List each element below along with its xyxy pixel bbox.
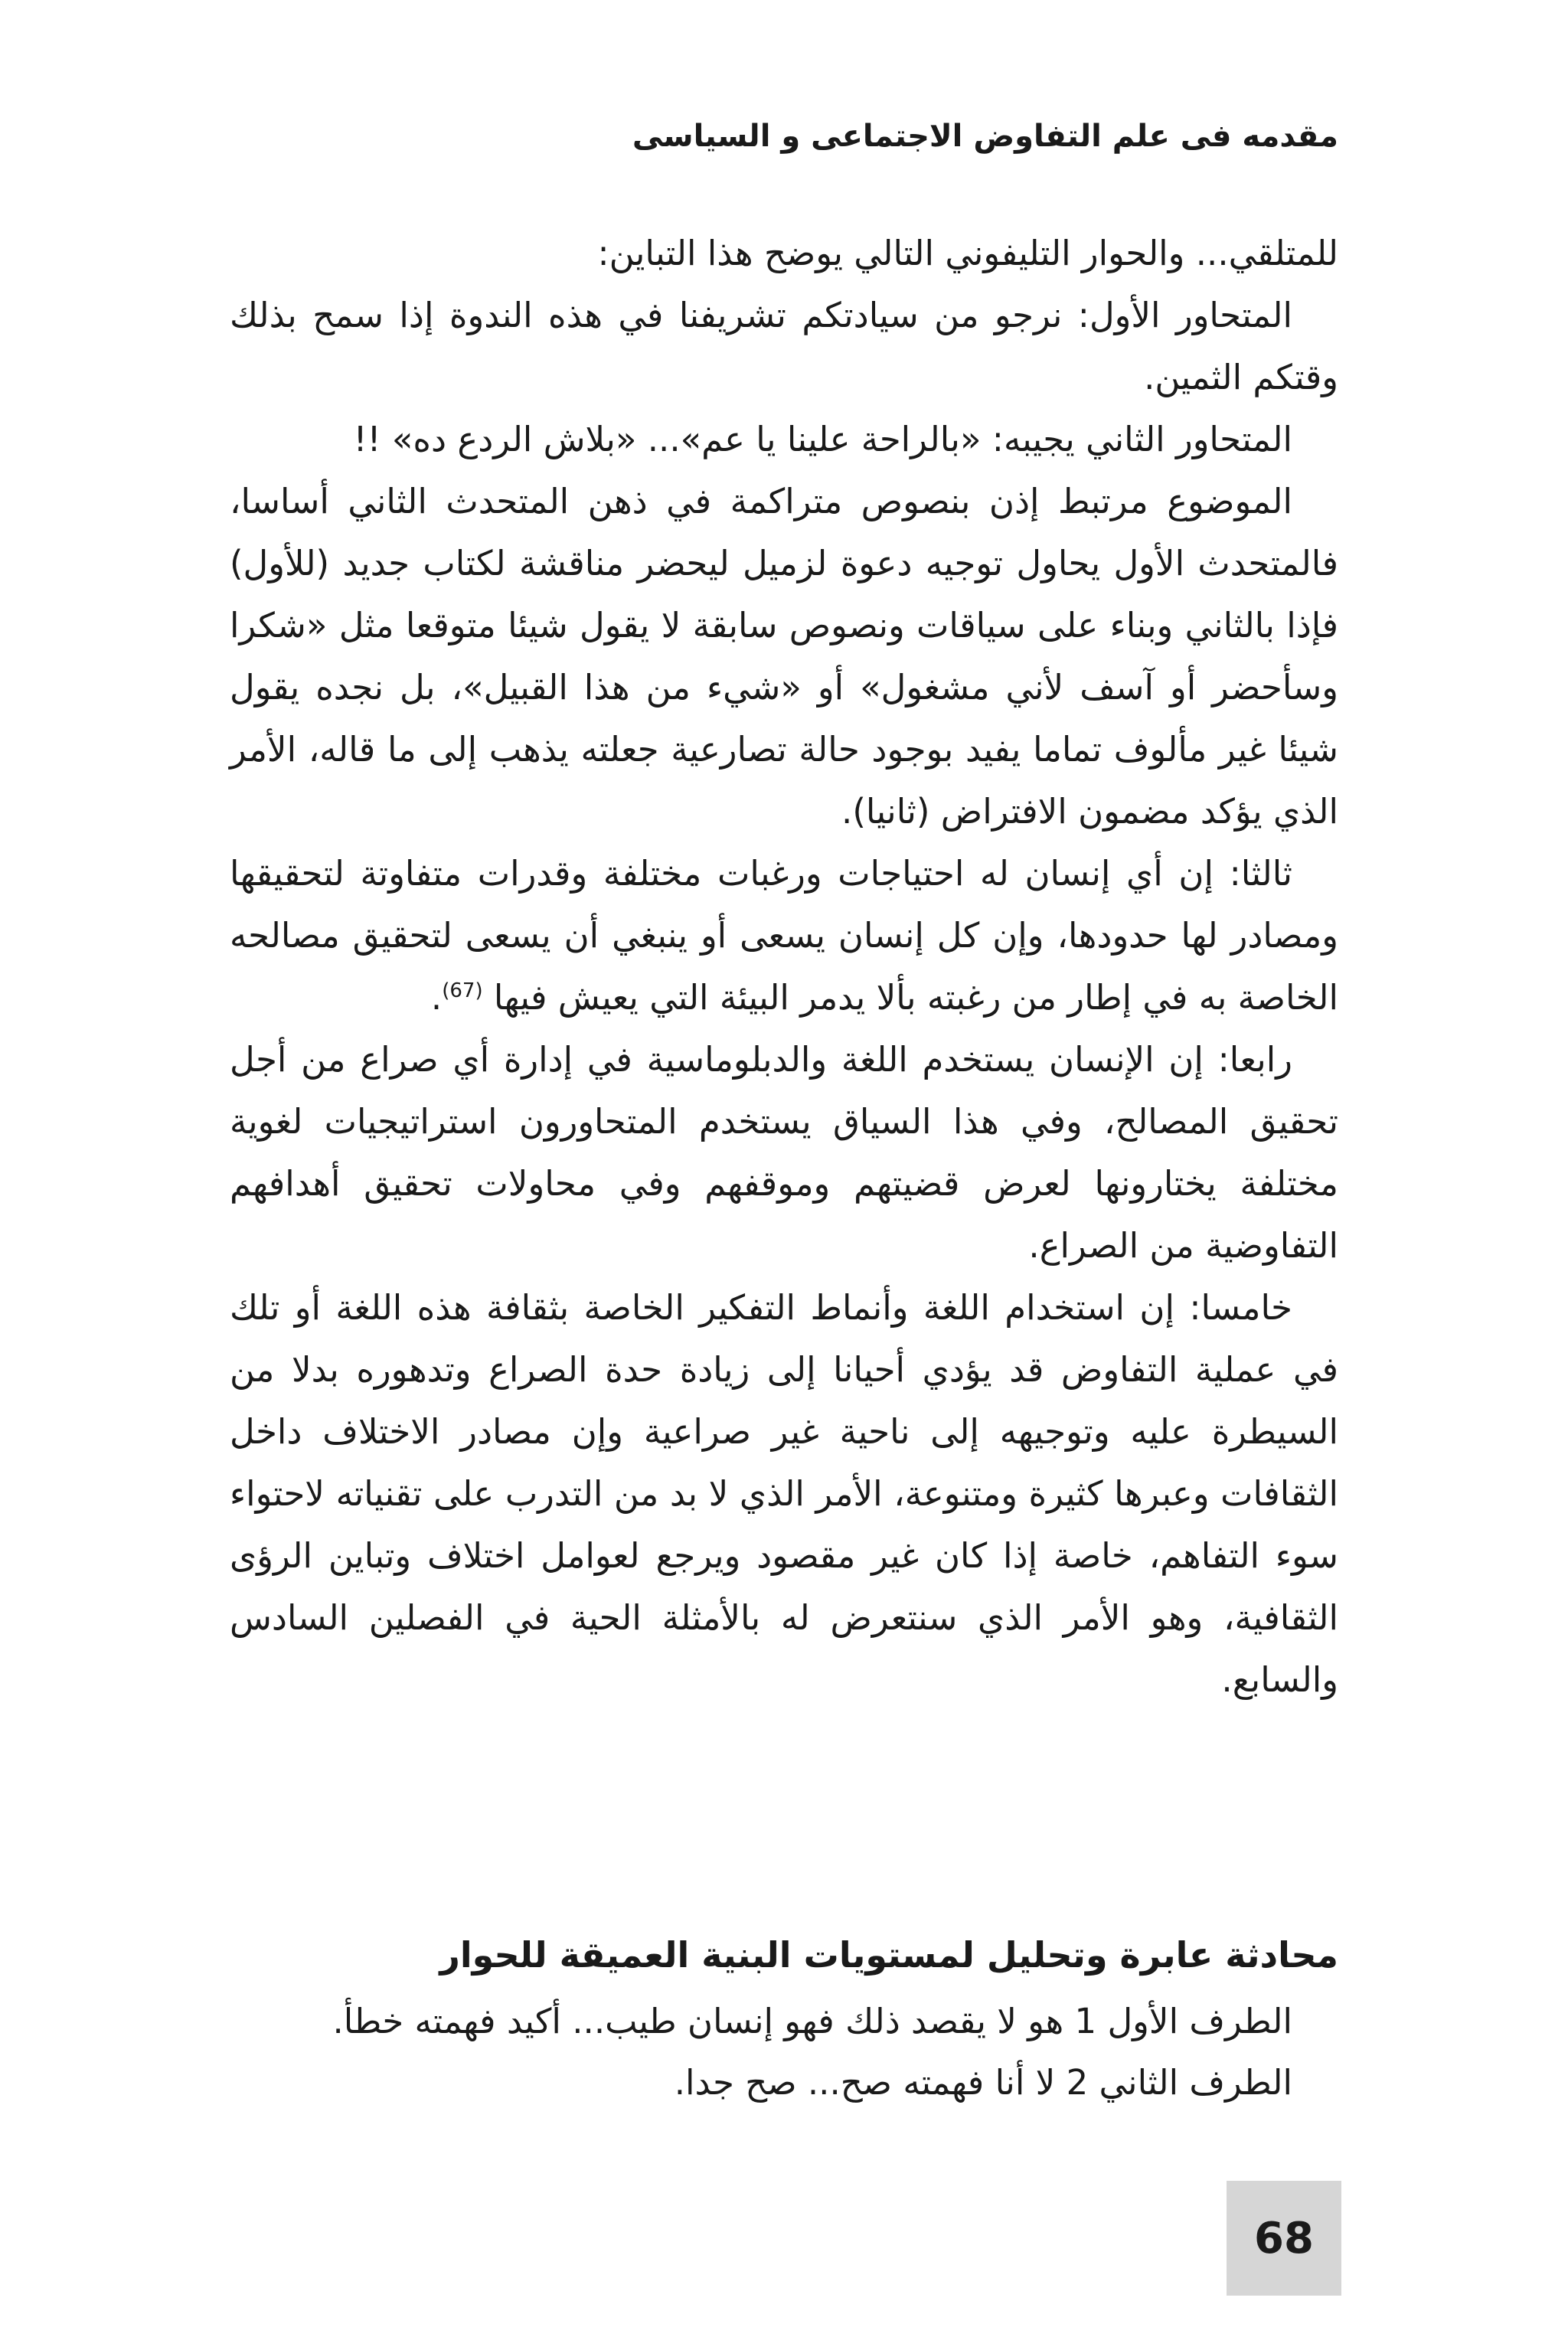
dialogue-line: الطرف الأول 1 هو لا يقصد ذلك فهو إنسان طيب... أكيد فهمته خطأ. bbox=[332, 2001, 1292, 2041]
paragraph-text: ثالثا: إن أي إنسان له احتياجات ورغبات مختلفة وقدرات متفاوتة لتحقيقها ومصادر لها حدودها، وإن كل إنسان يسعى أو ينبغي أن يسعى لتحقيق مصالحه الخاصة به في إطار من رغبته بألا يدمر البيئة التي يعيش فيها bbox=[230, 853, 1338, 1018]
paragraph: المتحاور الثاني يجيبه: «بالراحة علينا يا عم»... «بلاش الردع ده» !! bbox=[353, 419, 1292, 459]
main-text bbox=[230, 222, 1338, 1711]
paragraph: الموضوع مرتبط إذن بنصوص متراكمة في ذهن المتحدث الثاني أساسا، فالمتحدث الأول يحاول توجيه دعوة لزميل ليحضر مناقشة لكتاب جديد (للأول) فإذا بالثاني وبناء على سياقات ونصوص سابقة لا يقول شيئا متوقعا مثل «شكرا وسأحضر أو آسف لأني مشغول» أو «شيء من هذا القبيل»، بل نجده يقول شيئا غير مألوف تماما يفيد بوجود حالة تصارعية جعلته يذهب إلى ما قاله، الأمر الذي يؤكد مضمون الافتراض (ثانيا). bbox=[230, 481, 1338, 832]
paragraph: للمتلقي... والحوار التليفوني التالي يوضح هذا التباين: bbox=[597, 233, 1338, 273]
section-heading-text: محادثة عابرة وتحليل لمستويات البنية العميقة للحوار bbox=[439, 1934, 1338, 1976]
page-number-box bbox=[1227, 2181, 1341, 2296]
paragraph: خامسا: إن استخدام اللغة وأنماط التفكير الخاصة بثقافة هذه اللغة أو تلك في عملية التفاوض قد يؤدي أحيانا إلى زيادة حدة الصراع وتدهوره بدلا من السيطرة عليه وتوجيهه إلى ناحية غير صراعية وإن مصادر الاختلاف داخل الثقافات وعبرها كثيرة ومتنوعة، الأمر الذي لا بد من التدرب على تقنياته لاحتواء سوء التفاهم، خاصة إذا كان غير مقصود ويرجع لعوامل اختلاف وتباين الرؤى الثقافية، وهو الأمر الذي سنتعرض له بالأمثلة الحية في الفصلين السادس والسابع. bbox=[230, 1287, 1338, 1700]
paragraph bbox=[230, 842, 1338, 1028]
dialogue-line: الطرف الثاني 2 لا أنا فهمته صح... صح جدا. bbox=[674, 2062, 1292, 2103]
paragraph: رابعا: إن الإنسان يستخدم اللغة والدبلوماسية في إدارة أي صراع من أجل تحقيق المصالح، وفي هذا السياق يستخدم المتحاورون استراتيجيات لغوية مختلفة يختارونها لعرض قضيتهم وموقفهم وفي محاولات تحقيق أهدافهم التفاوضية من الصراع. bbox=[230, 1039, 1338, 1266]
footnote-reference: (67) bbox=[442, 979, 483, 1002]
paragraph: المتحاور الأول: نرجو من سيادتكم تشريفنا في هذه الندوة إذا سمح بذلك وقتكم الثمين. bbox=[230, 295, 1338, 397]
page-number: 68 bbox=[1254, 2213, 1314, 2263]
book-title: مقدمه فى علم التفاوض الاجتماعى و السياسى bbox=[632, 119, 1338, 154]
running-header bbox=[230, 115, 1338, 158]
paragraph-tail: . bbox=[430, 977, 443, 1018]
dialogue-block bbox=[230, 1991, 1338, 2113]
section-heading bbox=[230, 1928, 1338, 1982]
